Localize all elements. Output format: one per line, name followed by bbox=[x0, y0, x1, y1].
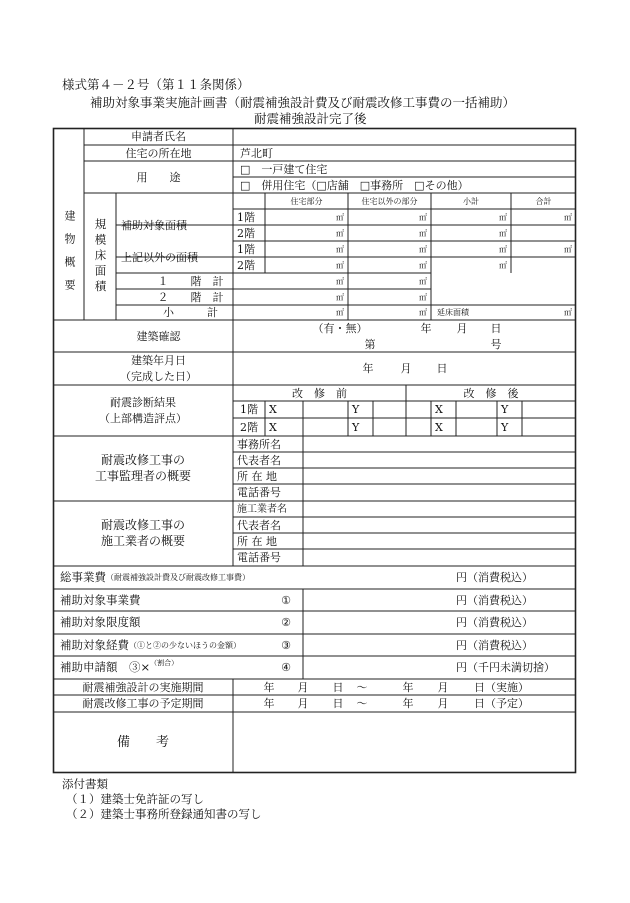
address-label: 住宅の所在地 bbox=[125, 146, 192, 160]
work-period-label: 耐震改修工事の予定期間 bbox=[82, 697, 204, 710]
total-cost-text: 総事業費 bbox=[60, 570, 106, 584]
confirm-year: 年 bbox=[420, 322, 432, 335]
work-start-year: 年 bbox=[263, 697, 275, 710]
subsidy-cost-label: 補助対象事業費 bbox=[60, 592, 141, 607]
total-floor-area-label: 延床面積 bbox=[437, 308, 469, 317]
unit-cell[interactable]: ㎡ bbox=[499, 212, 507, 222]
design-wave: ～ bbox=[356, 680, 368, 694]
mark-3: ③ bbox=[281, 638, 291, 652]
seismic-y-after-2[interactable]: Y bbox=[501, 420, 509, 434]
seismic-x-before-2[interactable]: X bbox=[269, 420, 277, 434]
unit-cell[interactable]: ㎡ bbox=[499, 260, 507, 270]
use-option-detached[interactable]: □ 一戸建て住宅 bbox=[240, 162, 328, 176]
total-cost-note: （耐震補強設計費及び耐震改修工事費） bbox=[106, 573, 250, 582]
mark-1: ① bbox=[281, 593, 291, 607]
design-end-day: 日（実施） bbox=[474, 680, 529, 694]
built-year: 年 bbox=[362, 362, 374, 375]
scale-label bbox=[84, 193, 116, 320]
built-sub-label: （完成した日） bbox=[120, 370, 197, 383]
seismic-floor2: 2階 bbox=[240, 420, 258, 434]
total-floor-area-unit[interactable]: ㎡ bbox=[564, 308, 572, 317]
other-area-label: 上記以外の面積 bbox=[121, 250, 198, 264]
built-label: 建築年月日 bbox=[131, 354, 186, 367]
request-yen: 円（千円未満切捨） bbox=[456, 661, 555, 674]
expense-yen: 円（消費税込） bbox=[456, 638, 533, 652]
request-label bbox=[56, 656, 260, 679]
unit-cell[interactable]: ㎡ bbox=[499, 244, 507, 254]
design-end-month: 月 bbox=[437, 680, 449, 694]
other-floor1: 1階 bbox=[237, 242, 255, 256]
design-start-year: 年 bbox=[263, 680, 275, 694]
col-header-subtotal: 小計 bbox=[463, 196, 479, 206]
unit-cell[interactable]: ㎡ bbox=[419, 308, 427, 317]
attachment-item-2: （２）建築士事務所登録通知書の写し bbox=[66, 807, 262, 821]
confirm-day: 日 bbox=[490, 322, 502, 335]
subtotal-label: 小 計 bbox=[163, 306, 218, 319]
work-start-month: 月 bbox=[297, 697, 309, 710]
seismic-label: 耐震診断結果 bbox=[110, 395, 176, 409]
unit-cell[interactable]: ㎡ bbox=[336, 228, 344, 238]
contractor-rep-label: 代表者名 bbox=[237, 518, 281, 532]
work-wave: ～ bbox=[356, 697, 368, 710]
unit-cell[interactable]: ㎡ bbox=[336, 308, 344, 317]
unit-cell[interactable]: ㎡ bbox=[419, 228, 427, 238]
subsidy-cost-yen: 円（消費税込） bbox=[456, 593, 533, 607]
unit-cell[interactable]: ㎡ bbox=[419, 260, 427, 270]
subsidy-floor1: 1階 bbox=[237, 210, 255, 224]
work-end-day: 日（予定） bbox=[474, 697, 529, 710]
seismic-x-after-2[interactable]: X bbox=[435, 420, 443, 434]
supervisor-label-1: 耐震改修工事の bbox=[100, 452, 185, 467]
contractor-label-1: 耐震改修工事の bbox=[100, 517, 185, 532]
total-cost-label bbox=[56, 566, 360, 589]
remarks-field[interactable] bbox=[233, 712, 576, 772]
unit-cell[interactable]: ㎡ bbox=[336, 260, 344, 270]
confirm-dai: 第 bbox=[364, 338, 376, 351]
subsidy-area-label: 補助対象面積 bbox=[121, 218, 187, 232]
request-note: （割合） bbox=[150, 659, 179, 667]
unit-cell[interactable]: ㎡ bbox=[419, 292, 427, 302]
floor2-total-label: ２ 階 計 bbox=[157, 290, 224, 304]
contractor-phone-label: 電話番号 bbox=[237, 551, 281, 564]
unit-cell[interactable]: ㎡ bbox=[336, 292, 344, 302]
use-label: 用 途 bbox=[136, 170, 181, 184]
applicant-name-label: 申請者氏名 bbox=[131, 130, 186, 143]
form-subtitle: 耐震補強設計完了後 bbox=[254, 111, 367, 126]
built-month: 月 bbox=[400, 362, 412, 375]
contractor-address-label: 所 在 地 bbox=[237, 534, 277, 548]
col-header-non-residential: 住宅以外の部分 bbox=[361, 196, 418, 206]
confirm-month: 月 bbox=[456, 322, 468, 335]
supervisor-address-label: 所 在 地 bbox=[237, 469, 277, 483]
seismic-y-after-1[interactable]: Y bbox=[501, 403, 509, 416]
use-option-combined[interactable]: □ 併用住宅（□店舗 □事務所 □その他） bbox=[240, 178, 469, 192]
unit-cell[interactable]: ㎡ bbox=[419, 212, 427, 222]
limit-label: 補助対象限度額 bbox=[60, 615, 141, 629]
seismic-x-after-1[interactable]: X bbox=[435, 403, 443, 416]
applicant-name-field[interactable] bbox=[233, 128, 576, 145]
design-period-label: 耐震補強設計の実施期間 bbox=[82, 680, 204, 694]
building-section-text: 建物概要 bbox=[63, 210, 76, 302]
confirm-presence[interactable]: （有・無） bbox=[312, 322, 368, 335]
supervisor-rep-label: 代表者名 bbox=[237, 453, 281, 467]
request-text: 補助申請額 ③× bbox=[60, 660, 151, 674]
design-end-year: 年 bbox=[402, 680, 414, 694]
unit-cell[interactable]: ㎡ bbox=[336, 276, 344, 286]
address-field[interactable]: 芦北町 bbox=[240, 146, 273, 160]
contractor-label-2: 施工業者の概要 bbox=[100, 533, 185, 548]
work-end-month: 月 bbox=[437, 697, 449, 710]
unit-cell[interactable]: ㎡ bbox=[499, 228, 507, 238]
limit-yen: 円（消費税込） bbox=[456, 616, 533, 629]
expense-note: （①と②の少ないほうの金額） bbox=[129, 640, 241, 650]
seismic-sub-label: （上部構造評点） bbox=[99, 411, 187, 425]
unit-cell[interactable]: ㎡ bbox=[419, 244, 427, 254]
form-number: 様式第４－２号（第１１条関係） bbox=[62, 77, 250, 92]
building-section-label bbox=[54, 192, 84, 320]
col-header-residential: 住宅部分 bbox=[290, 196, 323, 206]
unit-cell[interactable]: ㎡ bbox=[419, 276, 427, 286]
seismic-y-before-2[interactable]: Y bbox=[352, 420, 360, 434]
other-floor2: 2階 bbox=[237, 258, 255, 272]
form-title: 補助対象事業実施計画書（耐震補強設計費及び耐震改修工事費の一括補助） bbox=[90, 95, 516, 110]
supervisor-phone-label: 電話番号 bbox=[237, 486, 281, 499]
unit-cell[interactable]: ㎡ bbox=[564, 212, 572, 222]
built-day: 日 bbox=[436, 362, 448, 375]
unit-cell[interactable]: ㎡ bbox=[336, 244, 344, 254]
supervisor-label-2: 工事監理者の概要 bbox=[94, 468, 191, 483]
design-start-day: 日 bbox=[332, 680, 344, 694]
remarks-label: 備 考 bbox=[116, 734, 169, 750]
confirm-gou: 号 bbox=[490, 338, 502, 351]
col-header-total: 合計 bbox=[535, 196, 552, 206]
attachment-item-1: （１）建築士免許証の写し bbox=[66, 792, 204, 806]
subsidy-floor2: 2階 bbox=[237, 226, 255, 240]
mark-2: ② bbox=[281, 616, 291, 629]
work-end-year: 年 bbox=[402, 697, 414, 710]
attachments-title: 添付書類 bbox=[62, 777, 108, 791]
seismic-x-before-1[interactable]: X bbox=[269, 403, 277, 416]
design-start-month: 月 bbox=[297, 680, 309, 694]
seismic-after-header: 改 修 後 bbox=[463, 386, 519, 400]
total-cost-yen: 円（消費税込） bbox=[456, 571, 533, 584]
scale-label-text: 規模床面積 bbox=[93, 217, 108, 296]
unit-cell[interactable]: ㎡ bbox=[564, 244, 572, 254]
floor1-total-label: １ 階 計 bbox=[157, 274, 224, 288]
seismic-y-before-1[interactable]: Y bbox=[352, 403, 360, 416]
expense-text: 補助対象経費 bbox=[60, 637, 129, 652]
supervisor-office-label: 事務所名 bbox=[237, 437, 281, 451]
unit-cell[interactable]: ㎡ bbox=[336, 212, 344, 222]
work-start-day: 日 bbox=[332, 697, 344, 710]
contractor-name-label: 施工業者名 bbox=[237, 503, 287, 515]
expense-label bbox=[56, 634, 290, 656]
seismic-floor1: 1階 bbox=[240, 403, 258, 416]
confirm-label: 建築確認 bbox=[136, 329, 181, 343]
mark-4: ④ bbox=[281, 661, 291, 674]
seismic-before-header: 改 修 前 bbox=[292, 386, 347, 400]
